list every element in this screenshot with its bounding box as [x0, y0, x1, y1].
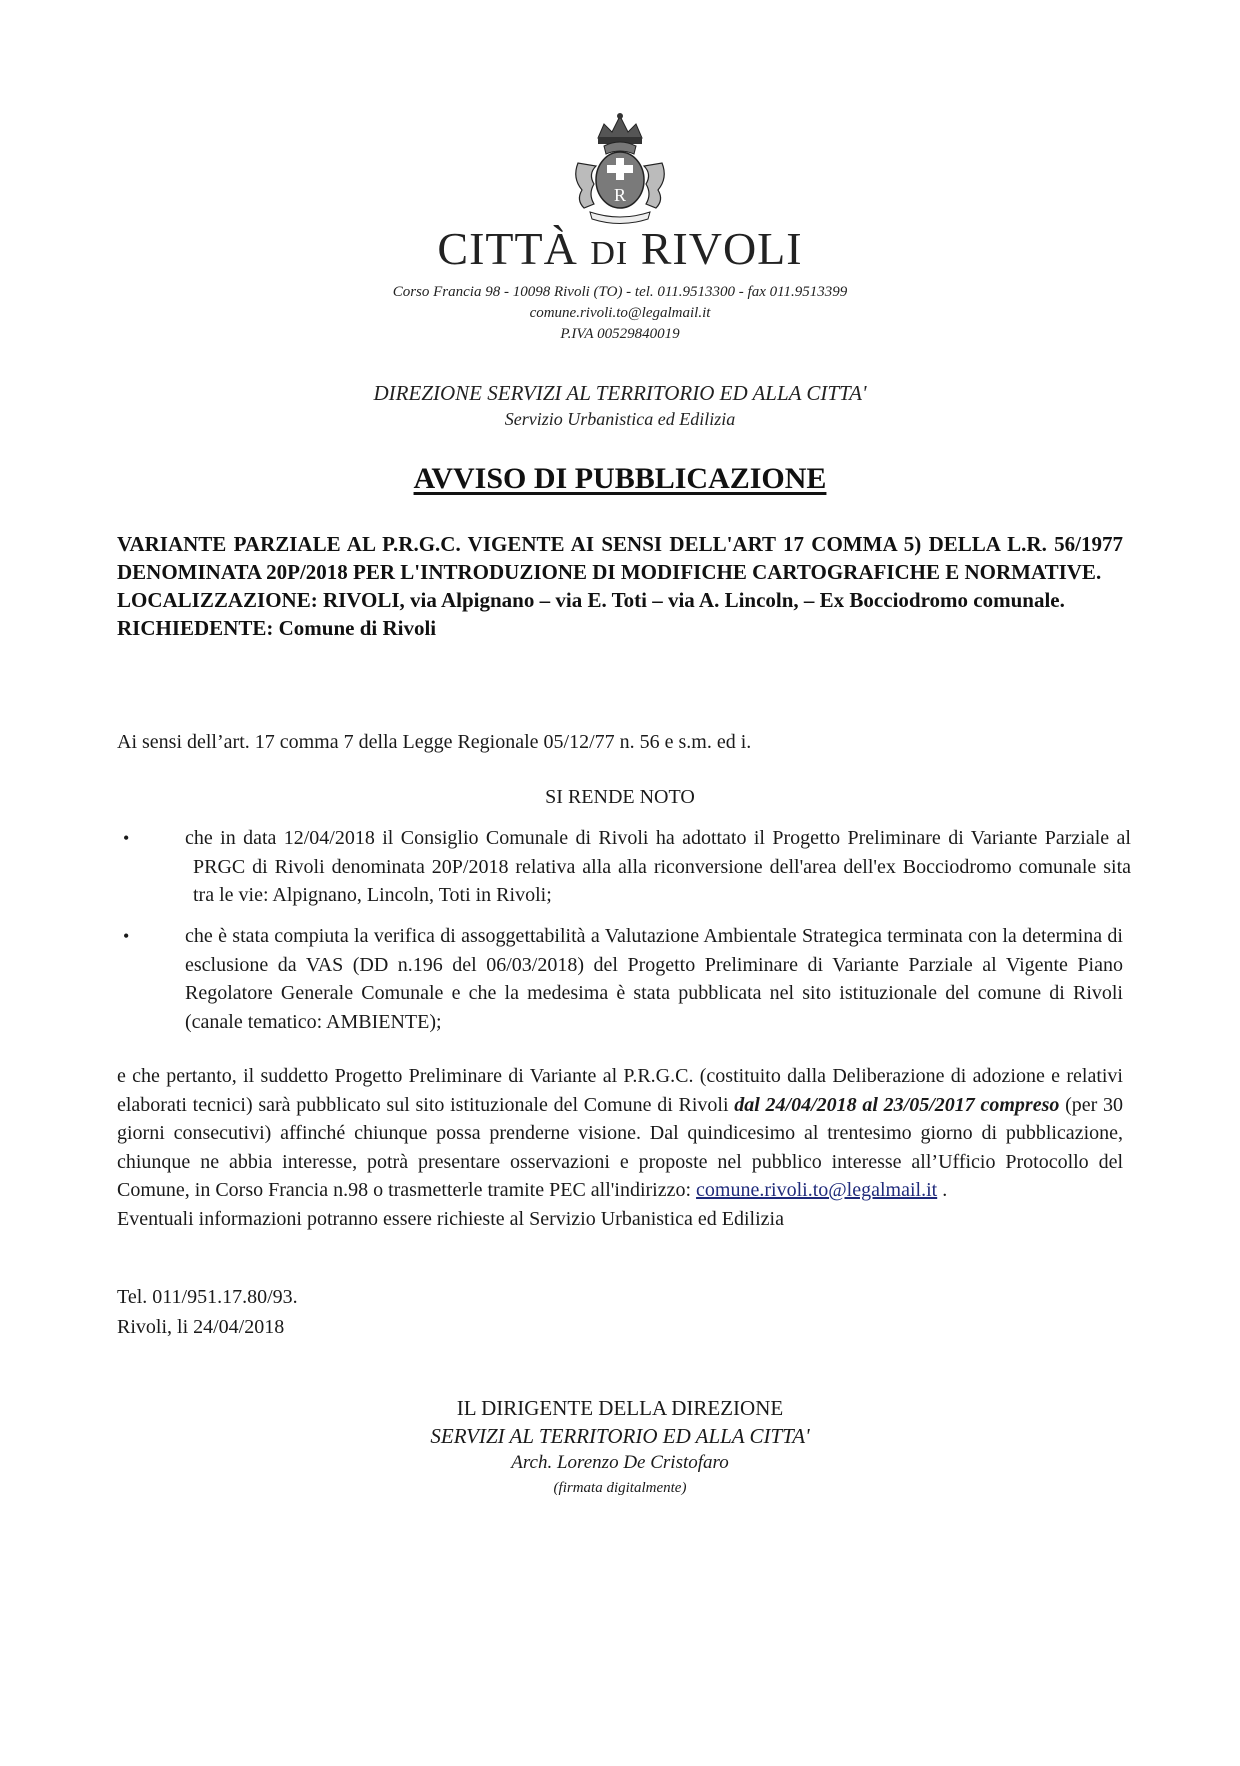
legal-reference: Ai sensi dell’art. 17 comma 7 della Legge Regionale 05/12/77 n. 56 e s.m. ed i. [117, 731, 752, 753]
city-name-di: DI [590, 235, 629, 272]
city-coat-of-arms-logo [560, 108, 680, 226]
telephone: Tel. 011/951.17.80/93. [117, 1286, 298, 1308]
list-item-text: che in data 12/04/2018 il Consiglio Comunale di Rivoli ha adottato il Progetto Preliminare di Variante Parziale al PRGC di Rivoli denominata 20P/2018 relativa alla alla riconversione dell'area dell'ex Bocciodromo comunale sita tra le vie: Alpignano, Lincoln, Toti in Rivoli; [185, 827, 1131, 906]
city-name-citta: CITTÀ [437, 223, 578, 274]
publication-text-2: (per 30 giorni consecutivi) affinché chiunque possa prenderne visione. Dal quindicesimo al trentesimo giorno di pubblicazione, chiunque ne abbia interesse, potrà presentare osservazioni e proposte nel pubblico interesse all’Ufficio Protocollo del Comune, in Corso Francia n.98 o trasmetterle tramite PEC all'indirizzo: [117, 1093, 1123, 1201]
document-title: AVVISO DI PUBBLICAZIONE [413, 462, 827, 495]
rende-noto-heading: SI RENDE NOTO [545, 786, 695, 808]
info-line: Eventuali informazioni potranno essere richieste al Servizio Urbanistica ed Edilizia [117, 1207, 784, 1230]
place-date: Rivoli, li 24/04/2018 [117, 1316, 285, 1338]
pec-email-link[interactable]: comune.rivoli.to@legalmail.it [696, 1179, 938, 1201]
header-email: comune.rivoli.to@legalmail.it [529, 305, 711, 321]
bullet-icon: • [123, 926, 130, 946]
subject-block [117, 530, 1123, 642]
city-name-rivoli: RIVOLI [640, 223, 803, 274]
vat-number: P.IVA 00529840019 [560, 326, 680, 342]
svg-text:R: R [613, 185, 627, 205]
subject-variante: VARIANTE PARZIALE AL P.R.G.C. VIGENTE AI SENSI DELL'ART 17 COMMA 5) DELLA L.R. 56/1977 DENOMINATA 20P/2018 PER L'INTRODUZIONE DI MODIFICHE CARTOGRAFICHE E NORMATIVE. [117, 532, 1123, 584]
service-name: Servizio Urbanistica ed Edilizia [504, 409, 736, 429]
publication-text-1: e che pertanto, il suddetto Progetto Preliminare di Variante al P.R.G.C. (costituito dalla Deliberazione di adozione e relativi elaborati tecnici) sarà pubblicato sul sito istituzionale del Comune di Rivoli [117, 1065, 1123, 1116]
signature-role: IL DIRIGENTE DELLA DIREZIONE [456, 1396, 784, 1420]
coat-of-arms-icon [560, 108, 680, 226]
signatory-name: Arch. Lorenzo De Cristofaro [511, 1452, 729, 1473]
list-item-text: che è stata compiuta la verifica di assoggettabilità a Valutazione Ambientale Strategica terminata con la determina di esclusione da VAS (DD n.196 del 06/03/2018) del Progetto Preliminare di Variante Parziale al Vigente Piano Regolatore Generale Comunale e che la medesima è stata pubblicata nel sito istituzionale del comune di Rivoli (canale tematico: AMBIENTE); [185, 925, 1123, 1033]
bullet-icon: • [123, 828, 130, 848]
department-name: DIREZIONE SERVIZI AL TERRITORIO ED ALLA CITTA' [373, 381, 867, 405]
city-name [0, 222, 1240, 275]
publication-text-3: . [937, 1179, 948, 1201]
signature-department: SERVIZI AL TERRITORIO ED ALLA CITTA' [430, 1424, 810, 1448]
publication-period: dal 24/04/2018 al 23/05/2017 compreso [734, 1093, 1060, 1116]
address-line: Corso Francia 98 - 10098 Rivoli (TO) - tel. 011.9513300 - fax 011.9513399 [392, 284, 848, 300]
subject-richiedente: RICHIEDENTE: Comune di Rivoli [117, 616, 437, 640]
publication-paragraph [117, 1062, 1123, 1233]
subject-localizzazione: LOCALIZZAZIONE: RIVOLI, via Alpignano – via E. Toti – via A. Lincoln, – Ex Bocciodromo comunale. [117, 588, 1065, 612]
signature-note: (firmata digitalmente) [553, 1480, 687, 1496]
